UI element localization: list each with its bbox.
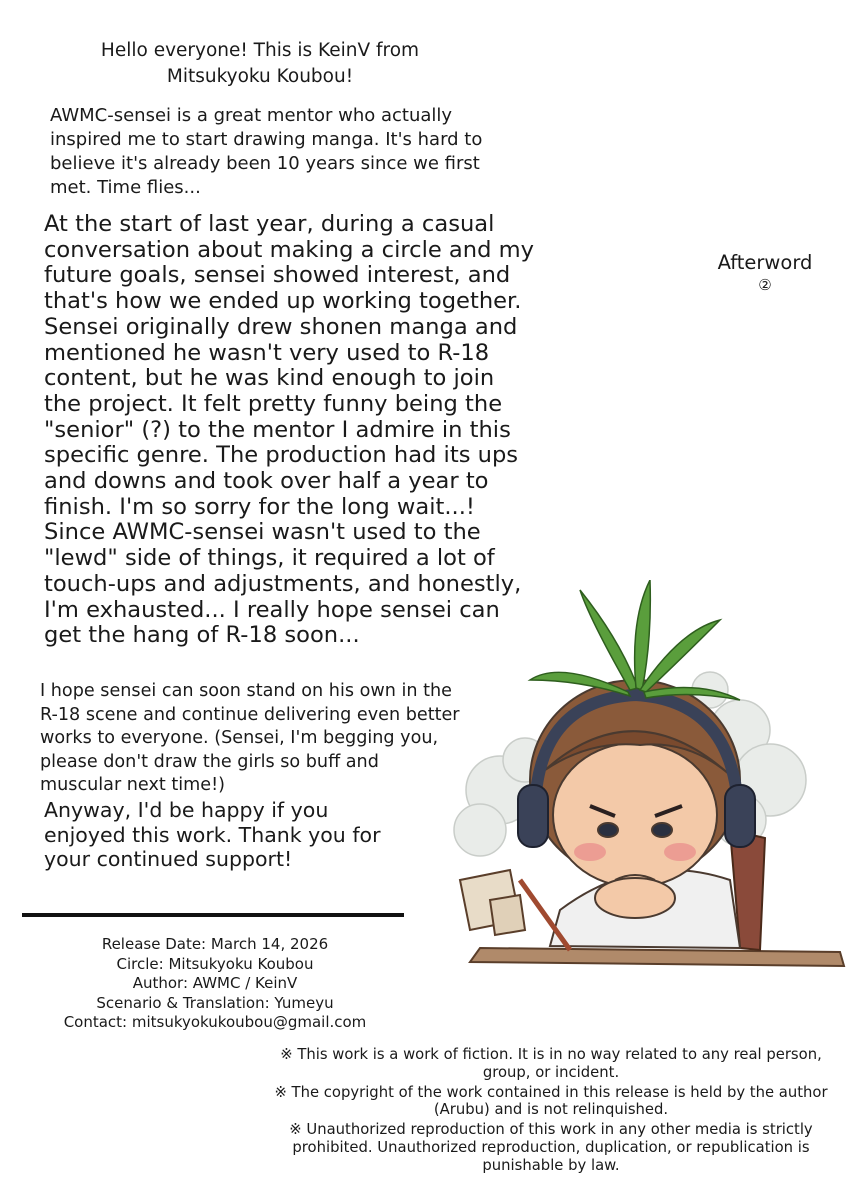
release-date: Release Date: March 14, 2026	[101, 935, 329, 953]
afterword-number: ②	[758, 276, 772, 294]
divider	[22, 913, 404, 917]
release-scenario: Scenario & Translation: Yumeyu	[96, 993, 334, 1012]
legal-notices	[262, 1046, 840, 1177]
thanks-paragraph: Anyway, I'd be happy if you enjoyed this work. Thank you for your continued support!	[44, 798, 381, 871]
afterword-heading	[700, 250, 830, 294]
hands	[595, 878, 675, 918]
intro-text: AWMC-sensei is a great mentor who actually inspired me to start drawing manga. It's hard to believe it's already been 10 years since we first met. Time flies...	[50, 105, 483, 198]
notice-fiction: ※ This work is a work of fiction. It is in no way related to any real person, group, or incident.	[280, 1046, 822, 1081]
notice-reproduction: ※ Unauthorized reproduction of this work in any other media is strictly prohibited. Unauthorized reproduction, duplication, or republication is punishable by law.	[289, 1121, 813, 1174]
hope-paragraph: I hope sensei can soon stand on his own in the R-18 scene and continue delivering even better works to everyone. (Sensei, I'm begging you, please don't draw the girls so buff and muscular next time!)	[40, 681, 460, 795]
greeting-text: Hello everyone! This is KeinV from Mitsukyoku Koubou!	[100, 40, 420, 87]
notice-copyright: ※ The copyright of the work contained in this release is held by the author (Arubu) and is not relinquished.	[274, 1083, 828, 1119]
release-contact: Contact: mitsukyokukoubou@gmail.com	[63, 1013, 367, 1031]
exhausted-artist-illustration	[440, 580, 856, 980]
release-info	[30, 935, 400, 1033]
afterword-title: Afterword	[717, 251, 813, 274]
release-circle: Circle: Mitsukyoku Koubou	[116, 954, 314, 973]
release-author: Author: AWMC / KeinV	[132, 974, 298, 992]
head	[530, 680, 740, 887]
main-paragraph: At the start of last year, during a casual conversation about making a circle and my future goals, sensei showed interest, and that's how we ended up working together. Sensei originally drew shonen manga and mentioned he wasn't very used to R-18 content, but he was kind enough to join the project. It felt pretty funny being the "senior" (?) to the mentor I admire in this specific genre. The production had its ups and downs and took over half a year to finish. I'm so sorry for the long wait...! Since AWMC-sensei wasn't used to the "lewd" side of things, it required a lot of touch-ups and adjustments, and honestly, I'm exhausted... I really hope sensei can get the hang of R-18 soon...	[44, 211, 535, 649]
